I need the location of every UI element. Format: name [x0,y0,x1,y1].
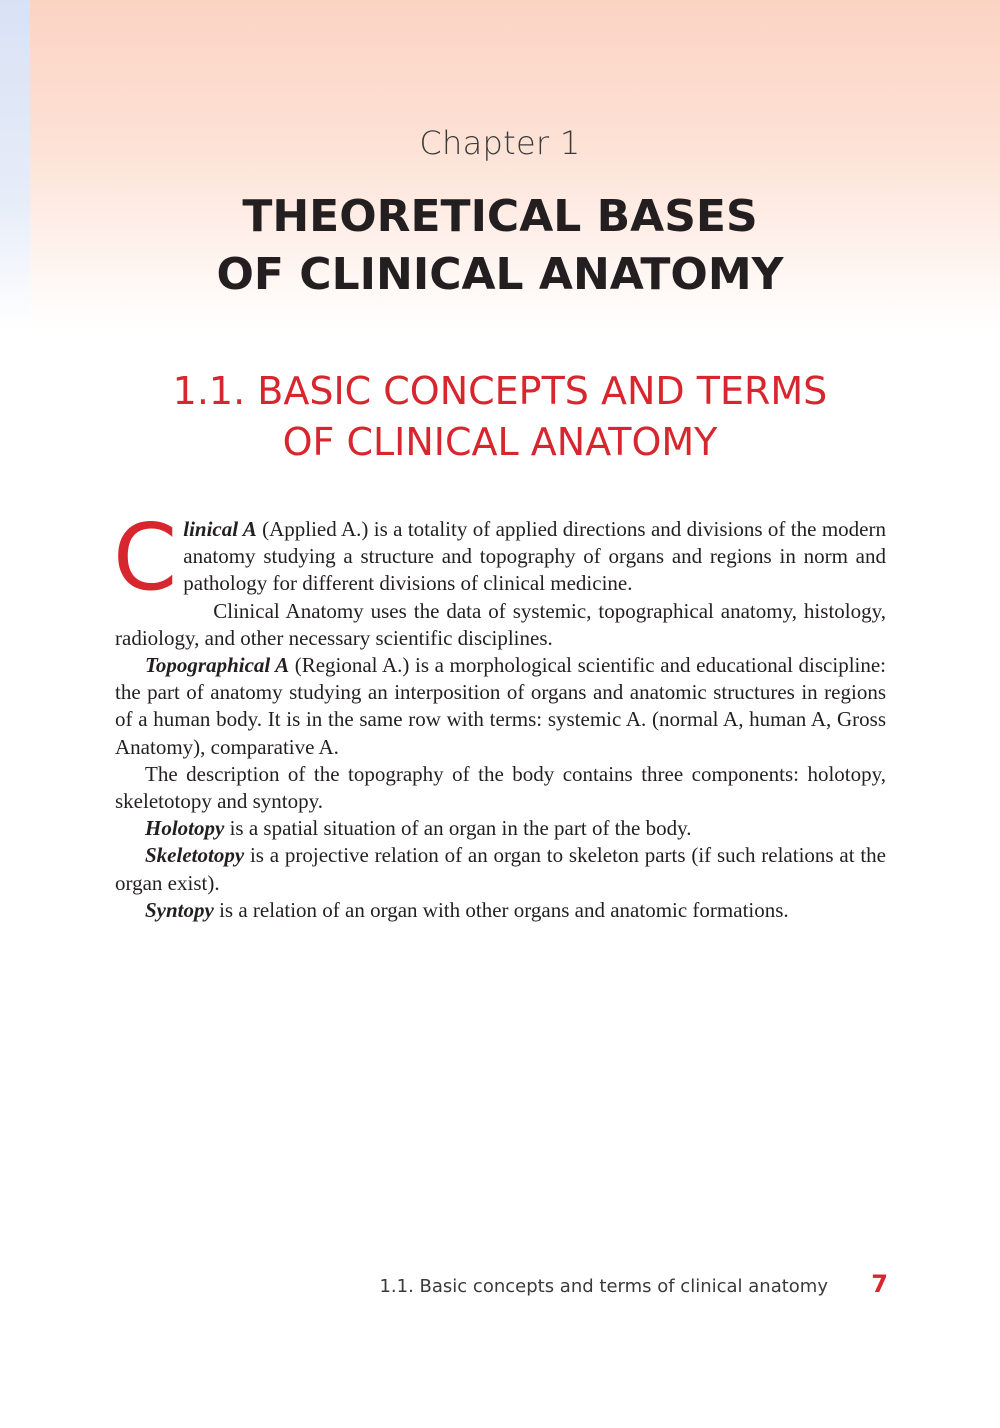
paragraph-text: is a relation of an organ with other organs and anatomic formations. [213,897,789,922]
paragraph-skeletotopy [115,842,886,896]
paragraph-topographical-anatomy [115,652,886,761]
chapter-title [0,188,1000,304]
paragraph-clinical-anatomy [113,504,886,611]
section-title [0,366,1000,468]
chapter-label: Chapter 1 [419,124,581,162]
paragraph-data-sources [115,598,886,652]
term-skeletotopy: Skeletotopy [145,843,245,868]
term-holotopy: Holotopy [145,816,225,841]
running-footer-title: 1.1. Basic concepts and terms of clinical anatomy [379,1276,828,1297]
paragraph-holotopy [115,815,886,842]
chapter-title-line-1: THEORETICAL BASES [242,191,758,242]
paragraph-text: (Applied A.) is a totality of applied directions and divisions of the modern anatomy studying a structure and topography of organs and regions in norm and pathology for different divisions of clinical medicine. [183,517,886,596]
drop-cap: C [113,504,178,611]
chapter-title-line-2: OF CLINICAL ANATOMY [216,249,784,300]
term-clinical-anatomy: linical A [183,517,257,541]
paragraph-text: Clinical Anatomy uses the data of systemic, topographical anatomy, histology, radiology, and other necessary scientific disciplines. [115,598,886,650]
term-topographical-anatomy: Topographical A [145,653,290,678]
paragraph-topography-components [115,761,886,815]
section-title-line-2: OF CLINICAL ANATOMY [282,420,718,464]
page-number: 7 [871,1270,888,1298]
section-title-line-1: 1.1. BASIC CONCEPTS AND TERMS [172,369,828,413]
paragraph-text: The description of the topography of the body contains three components: holotopy, skeletotopy and syntopy. [115,761,886,814]
paragraph-syntopy [115,897,886,924]
paragraph-text: (Regional A.) is a morphological scientific and educational discipline: the part of anatomy studying an interposition of organs and anatomic structures in regions of a human body. It is in the same row with terms: systemic A. (normal A, human A, Gross Anatomy), comparative A. [115,653,887,759]
term-syntopy: Syntopy [145,897,214,922]
paragraph-text: is a projective relation of an organ to skeleton parts (if such relations at the organ exist). [115,843,886,895]
body-text [113,504,887,924]
paragraph-text: is a spatial situation of an organ in the part of the body. [224,816,692,841]
